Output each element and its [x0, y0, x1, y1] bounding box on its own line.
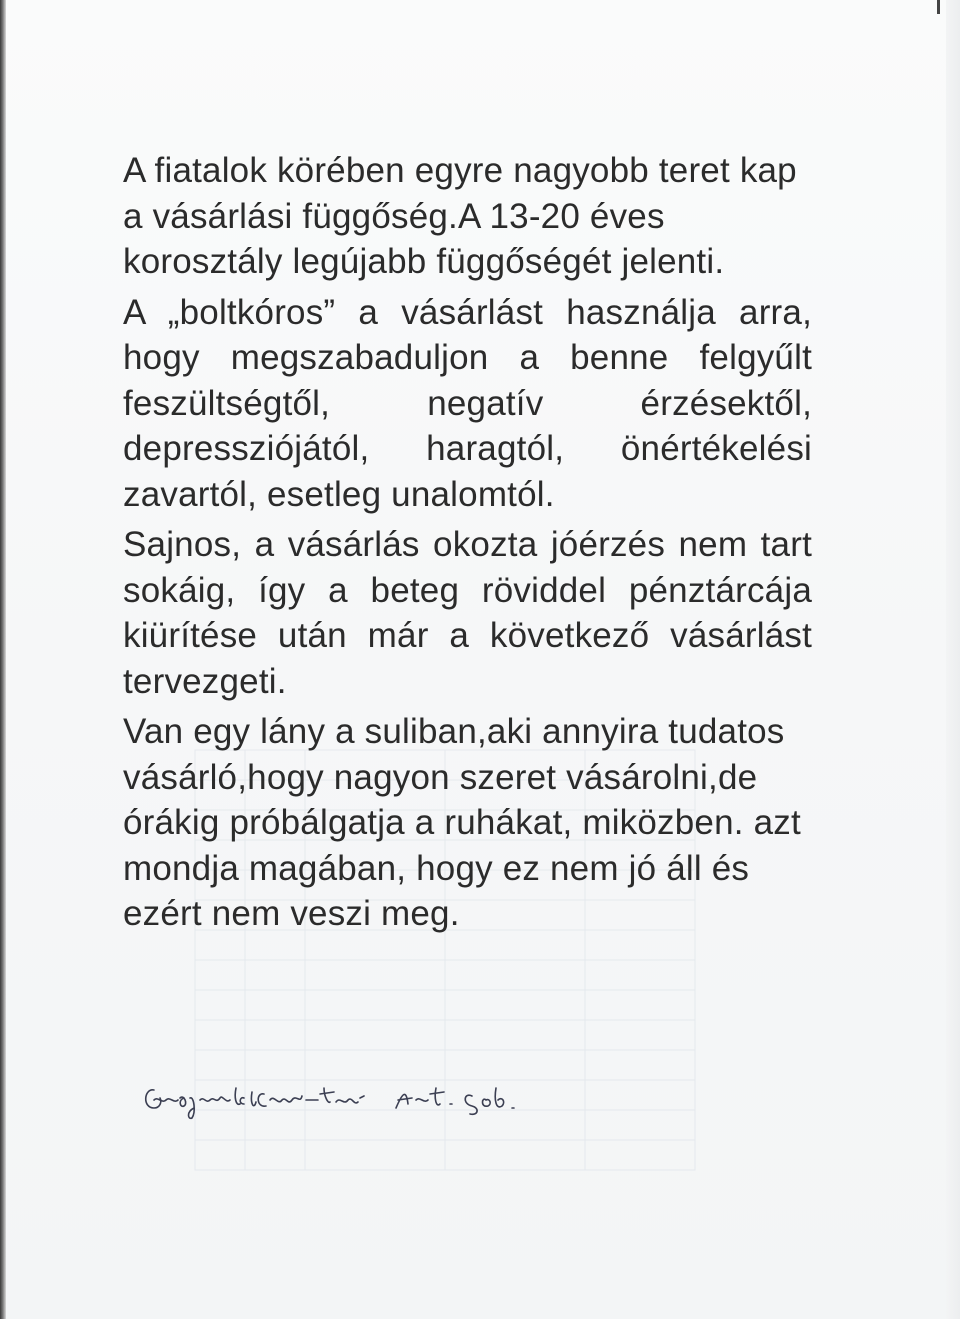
paragraph-1: A fiatalok körében egyre nagyobb teret kap a vásárlási függőség.A 13-20 éves korosztály legújabb függőségét jelenti. [123, 151, 797, 281]
scan-edge-right [946, 0, 960, 1319]
paragraph-3: Sajnos, a vásárlás okozta jóérzés nem tart sokáig, így a beteg röviddel pénztárcája kiürítése után már a következő vásárlást tervezgeti. [123, 525, 812, 701]
paragraph-4: Van egy lány a suliban,aki annyira tudatos vásárló,hogy nagyon szeret vásárolni,de órákig próbálgatja a ruhákat, miközben. azt mondja magában, hogy ez nem jó áll és ezért nem veszi meg. [123, 712, 801, 933]
scan-edge-mark [937, 0, 940, 14]
paragraph-2: A „boltkóros” a vásárlást használja arra, hogy megszabaduljon a benne felgyűlt feszültségtől, negatív érzésektől, depressziójától, haragtól, önértékelési zavartól, esetleg unalomtól. [123, 292, 812, 514]
essay-text [123, 148, 812, 942]
handwritten-signature [140, 1074, 560, 1122]
scan-edge-left [0, 0, 6, 1319]
